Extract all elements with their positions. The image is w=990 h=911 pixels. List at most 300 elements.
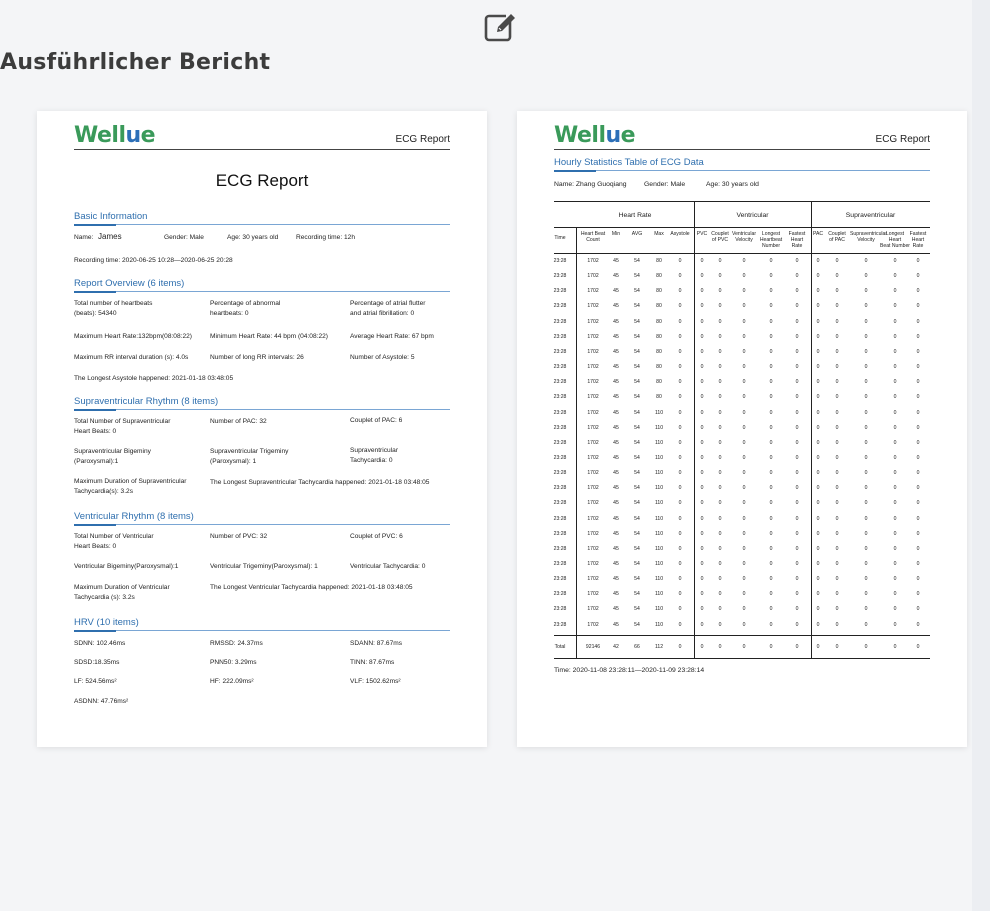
table-cell: 80 [656, 379, 662, 386]
table-cell: 0 [718, 576, 722, 583]
table-cell: 0 [769, 439, 773, 446]
table-cell: 0 [816, 379, 820, 386]
table-cell: 0 [916, 364, 920, 371]
table-cell: 45 [613, 470, 619, 477]
table-cell: 45 [613, 606, 619, 613]
table-cell: 80 [656, 303, 662, 310]
table-cell: 0 [795, 530, 799, 537]
table-cell: 45 [613, 500, 619, 507]
table-cell: 54 [634, 439, 640, 446]
table-cell: 23:28 [553, 288, 567, 295]
table-cell: 0 [893, 576, 897, 583]
table-cell: 80 [656, 318, 662, 325]
overview-item: Percentage of atrial flutter and atrial fibrillation: 0 [350, 300, 426, 317]
table-cell: 0 [835, 591, 839, 598]
table-cell: 45 [613, 273, 619, 280]
table-cell: 0 [795, 409, 799, 416]
table-cell: 0 [678, 409, 682, 416]
overview-item: Minimum Heart Rate: 44 bpm (04:08:22) [210, 333, 329, 340]
table-cell: 0 [769, 485, 773, 492]
table-cell: 0 [864, 288, 868, 295]
table-cell: 0 [893, 470, 897, 477]
table-cell: 0 [700, 500, 704, 507]
supraventricular-item: Total Number of Supraventricular Heart Beats: 0 [74, 418, 171, 435]
table-cell: 0 [678, 606, 682, 613]
total-cell: Total [554, 644, 566, 650]
table-cell: 0 [718, 424, 722, 431]
table-cell: 110 [654, 470, 664, 477]
table-cell: 0 [816, 364, 820, 371]
table-cell: 0 [816, 621, 820, 628]
table-cell: 45 [613, 576, 619, 583]
table-cell: 0 [835, 454, 839, 461]
table-cell: 1702 [587, 621, 599, 628]
hrv-item: SDANN: 87.67ms [350, 640, 403, 647]
age: Age: 30 years old [227, 234, 279, 241]
table-cell: 110 [654, 591, 664, 598]
table-cell: 0 [835, 515, 839, 522]
table-cell: 1702 [587, 424, 599, 431]
hrv-item: VLF: 1502.62ms² [350, 678, 401, 685]
table-cell: 0 [916, 288, 920, 295]
table-cell: 110 [654, 530, 664, 537]
table-cell: 0 [816, 409, 820, 416]
table-cell: 54 [634, 394, 640, 401]
section-supraventricular-rhythm: Supraventricular Rhythm (8 items) [74, 396, 450, 410]
table-cell: 110 [654, 454, 664, 461]
table-cell: 110 [654, 439, 664, 446]
header-title: ECG Report [395, 134, 450, 145]
table-cell: 1702 [587, 288, 599, 295]
table-cell: 54 [634, 576, 640, 583]
table-cell: 0 [916, 258, 920, 264]
table-cell: 0 [864, 454, 868, 461]
table-cell: 45 [613, 333, 619, 340]
group-header: Supraventricular [845, 212, 896, 219]
table-cell: 0 [678, 333, 682, 340]
table-cell: 0 [700, 273, 704, 280]
table-cell: 0 [864, 258, 868, 264]
table-cell: 0 [769, 545, 773, 552]
table-cell: 0 [893, 515, 897, 522]
total-cell: 0 [816, 644, 820, 650]
table-cell: 110 [654, 515, 664, 522]
table-cell: 0 [718, 364, 722, 371]
table-cell: 0 [916, 303, 920, 310]
table-cell: 0 [816, 530, 820, 537]
column-header: AVG [631, 231, 643, 237]
table-cell: 0 [916, 561, 920, 567]
column-header: Longest Heart Beat Number [879, 231, 910, 249]
table-cell: 0 [742, 545, 746, 552]
group-header: Ventricular [736, 212, 769, 219]
table-cell: 0 [916, 379, 920, 386]
table-cell: 0 [893, 409, 897, 416]
table-cell: 0 [864, 364, 868, 371]
total-cell: 112 [654, 644, 664, 650]
overview-item: The Longest Asystole happened: 2021-01-18 03:48:05 [74, 375, 234, 382]
table-cell: 23:28 [553, 500, 567, 507]
total-cell: 0 [916, 644, 920, 650]
hrv-item: SDSD:18.35ms [74, 659, 120, 666]
table-cell: 0 [795, 621, 799, 628]
table-cell: 0 [835, 500, 839, 507]
table-cell: 0 [718, 561, 722, 567]
table-cell: 0 [835, 576, 839, 583]
table-cell: 0 [835, 485, 839, 492]
table-cell: 54 [634, 273, 640, 280]
table-cell: 0 [769, 303, 773, 310]
hrv-item: RMSSD: 24.37ms [210, 640, 263, 647]
recording-time: Recording time: 2020-06-25 10:28—2020-06-25 20:28 [74, 257, 233, 264]
table-cell: 0 [742, 273, 746, 280]
table-cell: 0 [718, 258, 722, 264]
table-cell: 0 [700, 318, 704, 325]
table-cell: 0 [795, 545, 799, 552]
table-cell: 0 [795, 288, 799, 295]
table-cell: 1702 [587, 454, 599, 461]
table-cell: 0 [742, 303, 746, 310]
table-cell: 0 [700, 409, 704, 416]
table-rule [554, 635, 930, 636]
table-cell: 0 [678, 515, 682, 522]
table-cell: 1702 [587, 576, 599, 583]
table-cell: 0 [816, 545, 820, 552]
section-report-overview: Report Overview (6 items) [74, 278, 450, 292]
table-cell: 23:28 [553, 515, 567, 522]
table-cell: 0 [893, 485, 897, 492]
table-cell: 23:28 [553, 470, 567, 477]
table-cell: 54 [634, 621, 640, 628]
table-cell: 0 [835, 258, 839, 264]
table-cell: 0 [916, 606, 920, 613]
table-cell: 0 [916, 348, 920, 355]
group-header: Heart Rate [618, 212, 652, 219]
table-cell: 1702 [587, 591, 599, 598]
table-cell: 1702 [587, 273, 599, 280]
table-cell: 1702 [587, 470, 599, 477]
section-ventricular-rhythm: Ventricular Rhythm (8 items) [74, 511, 450, 525]
total-cell: 0 [700, 644, 704, 650]
table-cell: 0 [893, 273, 897, 280]
table-cell: 0 [700, 530, 704, 537]
wellue-logo: Wellue [74, 123, 156, 148]
table-cell: 0 [742, 621, 746, 628]
table-cell: 0 [893, 454, 897, 461]
table-cell: 0 [795, 485, 799, 492]
table-cell: 0 [718, 318, 722, 325]
table-cell: 0 [893, 333, 897, 340]
table-cell: 110 [654, 500, 664, 507]
table-cell: 45 [613, 439, 619, 446]
table-cell: 54 [634, 591, 640, 598]
table-cell: 0 [835, 333, 839, 340]
table-cell: 0 [700, 454, 704, 461]
table-cell: 0 [769, 364, 773, 371]
table-cell: 0 [893, 424, 897, 431]
table-cell: 54 [634, 348, 640, 355]
table-cell: 0 [678, 485, 682, 492]
table-cell: 1702 [587, 485, 599, 492]
total-cell: 0 [893, 644, 897, 650]
table-cell: 0 [769, 288, 773, 295]
table-cell: 0 [718, 333, 722, 340]
table-cell: 0 [769, 348, 773, 355]
table-cell: 0 [678, 439, 682, 446]
table-cell: 0 [742, 454, 746, 461]
section-hrv: HRV (10 items) [74, 617, 450, 631]
table-cell: 0 [916, 500, 920, 507]
table-cell: 0 [916, 318, 920, 325]
table-cell: 0 [678, 470, 682, 477]
table-cell: 0 [742, 409, 746, 416]
supraventricular-item: Number of PAC: 32 [210, 418, 267, 425]
table-cell: 0 [864, 530, 868, 537]
table-cell: 23:28 [553, 621, 567, 628]
table-cell: 0 [769, 621, 773, 628]
table-cell: 23:28 [553, 591, 567, 598]
table-cell: 0 [678, 273, 682, 280]
table-cell: 0 [769, 561, 773, 567]
table-cell: 0 [718, 500, 722, 507]
table-cell: 0 [864, 606, 868, 613]
table-cell: 0 [835, 394, 839, 401]
table-cell: 0 [678, 454, 682, 461]
table-cell: 0 [795, 379, 799, 386]
column-header: Min [611, 231, 621, 237]
table-cell: 0 [769, 318, 773, 325]
table-cell: 0 [769, 454, 773, 461]
table-cell: 1702 [587, 348, 599, 355]
table-cell: 23:28 [553, 424, 567, 431]
column-header: Max [654, 231, 664, 237]
table-cell: 0 [742, 333, 746, 340]
table-cell: 0 [816, 470, 820, 477]
table-cell: 0 [816, 515, 820, 522]
table-cell: 0 [864, 515, 868, 522]
table-cell: 23:28 [553, 258, 567, 264]
table-cell: 0 [742, 500, 746, 507]
table-cell: 0 [678, 500, 682, 507]
table-cell: 110 [654, 576, 664, 583]
table-cell: 0 [718, 379, 722, 386]
table-cell: 0 [916, 273, 920, 280]
total-cell: 0 [864, 644, 868, 650]
table-cell: 0 [835, 424, 839, 431]
column-header: Couplet of PAC [828, 231, 846, 243]
table-cell: 0 [795, 364, 799, 371]
report-page-hourly-table [517, 111, 967, 747]
right-edge-strip [972, 0, 990, 911]
table-cell: 0 [678, 258, 682, 264]
column-header: PAC [812, 231, 824, 237]
table-cell: 0 [893, 561, 897, 567]
table-cell: 0 [700, 258, 704, 264]
table-cell: 0 [893, 379, 897, 386]
table-cell: 1702 [587, 394, 599, 401]
table-cell: 54 [634, 561, 640, 567]
table-cell: 0 [864, 561, 868, 567]
total-cell: 0 [678, 644, 682, 650]
ventricular-item: Maximum Duration of Ventricular Tachycardia (s): 3.2s [74, 584, 170, 601]
table-cell: 54 [634, 470, 640, 477]
table-cell: 0 [700, 303, 704, 310]
table-cell: 110 [654, 621, 664, 628]
table-cell: 0 [816, 500, 820, 507]
supraventricular-item: Supraventricular Trigeminy (Paroxysmal): 1 [210, 448, 289, 465]
table-cell: 0 [678, 530, 682, 537]
column-header: Longest Heartbeat Number [759, 231, 783, 249]
total-cell: 0 [742, 644, 746, 650]
table-cell: 0 [835, 530, 839, 537]
table-cell: 45 [613, 303, 619, 310]
table-cell: 0 [795, 454, 799, 461]
table-cell: 1702 [587, 333, 599, 340]
patient-age: Age: 30 years old [706, 181, 759, 188]
table-cell: 0 [816, 333, 820, 340]
table-cell: 0 [835, 561, 839, 567]
overview-item: Number of Asystole: 5 [350, 354, 415, 361]
table-cell: 0 [678, 364, 682, 371]
header-title: ECG Report [875, 134, 930, 145]
table-cell: 0 [893, 606, 897, 613]
table-cell: 54 [634, 318, 640, 325]
table-cell: 54 [634, 500, 640, 507]
table-cell: 110 [654, 561, 664, 567]
edit-icon [484, 12, 518, 44]
table-cell: 0 [795, 273, 799, 280]
table-cell: 0 [816, 318, 820, 325]
table-cell: 0 [678, 424, 682, 431]
table-cell: 0 [864, 409, 868, 416]
table-cell: 0 [916, 439, 920, 446]
table-cell: 0 [678, 576, 682, 583]
overview-item: Percentage of abnormal heartbeats: 0 [210, 300, 281, 317]
table-rule [554, 201, 930, 202]
section-basic-information: Basic Information [74, 211, 450, 225]
table-cell: 0 [678, 561, 682, 567]
table-cell: 0 [795, 606, 799, 613]
table-title: Hourly Statistics Table of ECG Data [554, 157, 930, 171]
patient-name: Name: Zhang Guoqiang [554, 181, 627, 188]
table-cell: 23:28 [553, 394, 567, 401]
table-cell: 0 [795, 470, 799, 477]
table-cell: 0 [742, 288, 746, 295]
table-cell: 0 [700, 545, 704, 552]
table-cell: 0 [893, 303, 897, 310]
ventricular-item: The Longest Ventricular Tachycardia happened: 2021-01-18 03:48:05 [210, 584, 413, 591]
table-cell: 54 [634, 515, 640, 522]
table-time-range: Time: 2020-11-08 23:28:11—2020-11-09 23:28:14 [554, 667, 705, 674]
table-cell: 0 [769, 470, 773, 477]
table-cell: 0 [916, 470, 920, 477]
table-cell: 0 [916, 394, 920, 401]
ventricular-item: Ventricular Bigeminy(Paroxysmal):1 [74, 563, 179, 570]
table-cell: 0 [718, 530, 722, 537]
table-cell: 0 [718, 288, 722, 295]
table-rule [554, 658, 930, 659]
table-cell: 1702 [587, 606, 599, 613]
table-cell: 0 [816, 258, 820, 264]
table-cell: 0 [678, 591, 682, 598]
table-cell: 0 [718, 273, 722, 280]
table-cell: 0 [816, 485, 820, 492]
page-header [74, 125, 450, 150]
table-cell: 0 [916, 545, 920, 552]
table-cell: 0 [893, 439, 897, 446]
gender: Gender: Male [164, 234, 204, 241]
table-cell: 0 [816, 606, 820, 613]
table-cell: 0 [718, 303, 722, 310]
table-cell: 54 [634, 303, 640, 310]
table-cell: 0 [795, 515, 799, 522]
table-cell: 0 [893, 530, 897, 537]
recording-duration: Recording time: 12h [296, 234, 356, 241]
table-cell: 0 [864, 439, 868, 446]
table-cell: 1702 [587, 439, 599, 446]
overview-item: Number of long RR intervals: 26 [210, 354, 304, 361]
table-cell: 0 [835, 439, 839, 446]
report-page-summary [37, 111, 487, 747]
table-cell: 1702 [587, 318, 599, 325]
table-cell: 0 [700, 394, 704, 401]
table-cell: 0 [678, 318, 682, 325]
table-cell: 45 [613, 591, 619, 598]
table-divider [576, 227, 577, 658]
table-cell: 0 [835, 348, 839, 355]
table-cell: 0 [864, 318, 868, 325]
supraventricular-item: Maximum Duration of Supraventricular Tachycardia(s): 3.2s [74, 478, 187, 495]
table-cell: 1702 [587, 530, 599, 537]
table-cell: 0 [700, 364, 704, 371]
hrv-item: LF: 524.56ms² [74, 678, 117, 685]
table-cell: 0 [864, 303, 868, 310]
patient-gender: Gender: Male [644, 181, 686, 188]
table-cell: 1702 [587, 303, 599, 310]
table-cell: 0 [678, 303, 682, 310]
column-header: Asystole [670, 231, 690, 237]
table-cell: 0 [742, 470, 746, 477]
total-cell: 42 [613, 644, 619, 650]
table-cell: 0 [718, 545, 722, 552]
table-cell: 0 [835, 545, 839, 552]
table-cell: 0 [916, 409, 920, 416]
table-cell: 0 [795, 303, 799, 310]
table-cell: 0 [795, 561, 799, 567]
table-cell: 23:28 [553, 333, 567, 340]
table-cell: 0 [769, 424, 773, 431]
table-cell: 23:28 [553, 454, 567, 461]
table-cell: 0 [718, 515, 722, 522]
total-cell: 0 [769, 644, 773, 650]
table-cell: 0 [700, 348, 704, 355]
table-cell: 54 [634, 288, 640, 295]
table-cell: 0 [795, 591, 799, 598]
table-cell: 45 [613, 379, 619, 386]
supraventricular-item: The Longest Supraventricular Tachycardia happened: 2021-01-18 03:48:05 [210, 479, 430, 486]
table-cell: 0 [769, 379, 773, 386]
table-cell: 0 [916, 576, 920, 583]
table-cell: 0 [742, 348, 746, 355]
table-cell: 23:28 [553, 576, 567, 583]
table-cell: 54 [634, 454, 640, 461]
table-cell: 45 [613, 424, 619, 431]
table-cell: 0 [742, 258, 746, 264]
supraventricular-item: Supraventricular Tachycardia: 0 [350, 447, 399, 464]
table-cell: 0 [769, 409, 773, 416]
column-header: PVC [696, 231, 708, 237]
table-cell: 110 [654, 424, 664, 431]
